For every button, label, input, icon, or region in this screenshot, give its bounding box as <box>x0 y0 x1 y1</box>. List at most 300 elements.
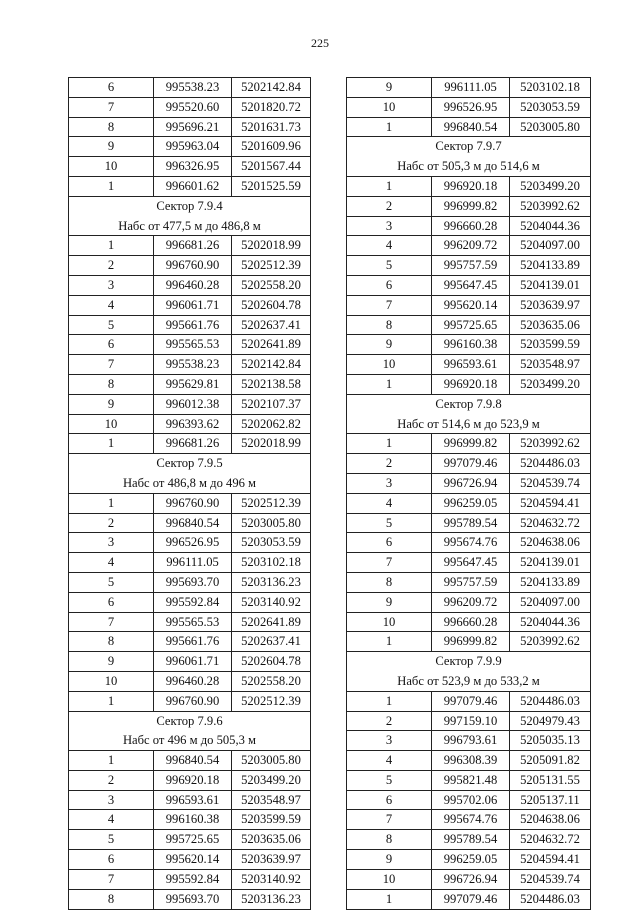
table-row <box>347 791 590 811</box>
y-coordinate: 5203005.80 <box>520 119 580 134</box>
nabs-range: Набс от 523,9 м до 533,2 м <box>347 672 590 692</box>
x-coordinate: 995538.23 <box>154 78 232 97</box>
point-number: 9 <box>69 395 154 414</box>
table-row <box>347 316 590 336</box>
table-row <box>347 78 590 98</box>
point-number: 10 <box>347 870 432 889</box>
table-row <box>347 98 590 118</box>
point-number: 7 <box>347 553 432 572</box>
table-row <box>347 296 590 316</box>
table-row <box>69 316 310 336</box>
x-coordinate: 996308.39 <box>432 751 510 770</box>
y-coordinate: 5203639.97 <box>520 297 580 312</box>
x-coordinate: 996061.71 <box>154 652 232 671</box>
table-row <box>347 771 590 791</box>
y-coordinate: 5203140.92 <box>241 871 301 886</box>
table-row <box>69 157 310 177</box>
point-number: 5 <box>347 771 432 790</box>
point-number: 10 <box>69 672 154 691</box>
table-row <box>347 870 590 890</box>
y-coordinate: 5203992.62 <box>520 436 580 451</box>
x-coordinate: 996209.72 <box>432 236 510 255</box>
y-coordinate: 5203136.23 <box>241 891 301 906</box>
y-coordinate: 5201609.96 <box>241 139 301 154</box>
coordinates-table-right <box>346 77 591 910</box>
point-number: 1 <box>347 434 432 453</box>
point-number: 8 <box>69 890 154 910</box>
point-number: 3 <box>347 217 432 236</box>
table-row <box>347 276 590 296</box>
table-row <box>69 652 310 672</box>
point-number: 8 <box>69 118 154 137</box>
y-coordinate: 5202142.84 <box>241 357 301 372</box>
table-row <box>69 395 310 415</box>
x-coordinate: 996920.18 <box>432 177 510 196</box>
x-coordinate: 995565.53 <box>154 613 232 632</box>
y-coordinate: 5202558.20 <box>241 277 301 292</box>
x-coordinate: 997079.46 <box>432 454 510 473</box>
point-number: 10 <box>347 98 432 117</box>
table-row <box>69 335 310 355</box>
table-row <box>69 593 310 613</box>
x-coordinate: 996760.90 <box>154 256 232 275</box>
x-coordinate: 996660.28 <box>432 217 510 236</box>
table-row <box>69 890 310 910</box>
x-coordinate: 996593.61 <box>154 791 232 810</box>
y-coordinate: 5203136.23 <box>241 574 301 589</box>
x-coordinate: 997079.46 <box>432 890 510 910</box>
x-coordinate: 995963.04 <box>154 137 232 156</box>
x-coordinate: 995674.76 <box>432 810 510 829</box>
y-coordinate: 5202062.82 <box>241 416 301 431</box>
y-coordinate: 5204139.01 <box>520 555 580 570</box>
x-coordinate: 996840.54 <box>154 751 232 770</box>
x-coordinate: 996999.82 <box>432 197 510 216</box>
y-coordinate: 5204638.06 <box>520 812 580 827</box>
coordinates-table-left <box>68 77 311 910</box>
table-row <box>347 613 590 633</box>
sector-title: Сектор 7.9.6 <box>156 713 223 728</box>
table-row <box>347 177 590 197</box>
x-coordinate: 996259.05 <box>432 850 510 869</box>
y-coordinate: 5204097.00 <box>520 238 580 253</box>
point-number: 3 <box>347 474 432 493</box>
x-coordinate: 997079.46 <box>432 692 510 711</box>
point-number: 4 <box>69 810 154 829</box>
point-number: 8 <box>347 830 432 849</box>
point-number: 3 <box>347 731 432 750</box>
x-coordinate: 996209.72 <box>432 593 510 612</box>
y-coordinate: 5203599.59 <box>241 812 301 827</box>
point-number: 2 <box>347 712 432 731</box>
x-coordinate: 995821.48 <box>432 771 510 790</box>
y-coordinate: 5204139.01 <box>520 277 580 292</box>
x-coordinate: 996326.95 <box>154 157 232 176</box>
table-row <box>69 296 310 316</box>
y-coordinate: 5203053.59 <box>241 535 301 550</box>
y-coordinate: 5201525.59 <box>241 178 301 193</box>
point-number: 1 <box>347 890 432 910</box>
x-coordinate: 995661.76 <box>154 316 232 335</box>
x-coordinate: 995789.54 <box>432 514 510 533</box>
x-coordinate: 995789.54 <box>432 830 510 849</box>
point-number: 8 <box>347 316 432 335</box>
y-coordinate: 5203992.62 <box>520 634 580 649</box>
x-coordinate: 995702.06 <box>432 791 510 810</box>
table-row <box>347 454 590 474</box>
x-coordinate: 995757.59 <box>432 573 510 592</box>
point-number: 7 <box>347 810 432 829</box>
point-number: 10 <box>347 613 432 632</box>
point-number: 6 <box>347 533 432 552</box>
x-coordinate: 995647.45 <box>432 553 510 572</box>
point-number: 10 <box>69 415 154 434</box>
point-number: 9 <box>69 652 154 671</box>
table-row <box>347 434 590 454</box>
point-number: 8 <box>347 573 432 592</box>
y-coordinate: 5204133.89 <box>520 574 580 589</box>
point-number: 4 <box>347 494 432 513</box>
x-coordinate: 996460.28 <box>154 672 232 691</box>
sector-title: Сектор 7.9.7 <box>435 139 502 154</box>
sector-title: Сектор 7.9.4 <box>156 198 223 213</box>
table-row <box>347 751 590 771</box>
y-coordinate: 5205131.55 <box>520 772 580 787</box>
table-row <box>347 474 590 494</box>
table-row <box>347 810 590 830</box>
x-coordinate: 996726.94 <box>432 474 510 493</box>
table-row <box>69 355 310 375</box>
x-coordinate: 996593.61 <box>432 355 510 374</box>
y-coordinate: 5202558.20 <box>241 673 301 688</box>
y-coordinate: 5204594.41 <box>520 495 580 510</box>
point-number: 3 <box>69 276 154 295</box>
table-row <box>347 692 590 712</box>
table-row <box>69 771 310 791</box>
y-coordinate: 5204979.43 <box>520 713 580 728</box>
table-row <box>69 256 310 276</box>
y-coordinate: 5204044.36 <box>520 614 580 629</box>
point-number: 5 <box>69 830 154 849</box>
point-number: 4 <box>69 296 154 315</box>
x-coordinate: 996920.18 <box>154 771 232 790</box>
point-number: 4 <box>347 751 432 770</box>
table-row <box>69 810 310 830</box>
table-row <box>347 712 590 732</box>
nabs-range: Набс от 505,3 м до 514,6 м <box>347 157 590 177</box>
table-row <box>347 514 590 534</box>
x-coordinate: 996760.90 <box>154 494 232 513</box>
x-coordinate: 996681.26 <box>154 236 232 255</box>
y-coordinate: 5203102.18 <box>520 80 580 94</box>
y-coordinate: 5202512.39 <box>241 495 301 510</box>
point-number: 9 <box>347 78 432 97</box>
y-coordinate: 5203102.18 <box>241 555 301 570</box>
table-row <box>69 276 310 296</box>
x-coordinate: 995674.76 <box>432 533 510 552</box>
x-coordinate: 995725.65 <box>432 316 510 335</box>
point-number: 4 <box>347 236 432 255</box>
table-row <box>347 375 590 395</box>
point-number: 5 <box>347 514 432 533</box>
table-row <box>69 751 310 771</box>
table-row <box>69 870 310 890</box>
x-coordinate: 995629.81 <box>154 375 232 394</box>
point-number: 10 <box>69 157 154 176</box>
table-row <box>69 830 310 850</box>
y-coordinate: 5204486.03 <box>520 891 580 906</box>
table-row <box>347 335 590 355</box>
y-coordinate: 5203635.06 <box>520 317 580 332</box>
table-row <box>69 177 310 197</box>
table-row <box>69 850 310 870</box>
table-row <box>347 355 590 375</box>
point-number: 1 <box>347 177 432 196</box>
y-coordinate: 5205091.82 <box>520 753 580 768</box>
y-coordinate: 5203992.62 <box>520 198 580 213</box>
point-number: 7 <box>69 355 154 374</box>
y-coordinate: 5201567.44 <box>241 159 301 174</box>
table-row <box>347 632 590 652</box>
point-number: 1 <box>69 494 154 513</box>
y-coordinate: 5203005.80 <box>241 753 301 768</box>
x-coordinate: 996160.38 <box>154 810 232 829</box>
point-number: 8 <box>69 632 154 651</box>
x-coordinate: 995592.84 <box>154 870 232 889</box>
x-coordinate: 995757.59 <box>432 256 510 275</box>
table-row <box>347 593 590 613</box>
table-row <box>69 236 310 256</box>
point-number: 1 <box>347 632 432 651</box>
x-coordinate: 995693.70 <box>154 890 232 910</box>
point-number: 1 <box>69 434 154 453</box>
x-coordinate: 995620.14 <box>432 296 510 315</box>
y-coordinate: 5204486.03 <box>520 693 580 708</box>
point-number: 6 <box>347 276 432 295</box>
y-coordinate: 5203053.59 <box>520 99 580 114</box>
table-row <box>69 98 310 118</box>
nabs-range: Набс от 514,6 м до 523,9 м <box>347 415 590 435</box>
point-number: 5 <box>69 316 154 335</box>
point-number: 9 <box>347 593 432 612</box>
point-number: 6 <box>347 791 432 810</box>
y-coordinate: 5201820.72 <box>241 99 301 114</box>
table-row <box>347 533 590 553</box>
y-coordinate: 5203005.80 <box>241 515 301 530</box>
x-coordinate: 996393.62 <box>154 415 232 434</box>
y-coordinate: 5204594.41 <box>520 852 580 867</box>
point-number: 8 <box>69 375 154 394</box>
x-coordinate: 995693.70 <box>154 573 232 592</box>
point-number: 1 <box>347 118 432 137</box>
y-coordinate: 5202512.39 <box>241 693 301 708</box>
x-coordinate: 996726.94 <box>432 870 510 889</box>
table-row <box>347 118 590 138</box>
x-coordinate: 996259.05 <box>432 494 510 513</box>
point-number: 3 <box>69 791 154 810</box>
table-row <box>69 494 310 514</box>
point-number: 2 <box>347 197 432 216</box>
x-coordinate: 995592.84 <box>154 593 232 612</box>
point-number: 7 <box>347 296 432 315</box>
point-number: 1 <box>69 177 154 196</box>
point-number: 7 <box>69 870 154 889</box>
table-row <box>69 375 310 395</box>
point-number: 2 <box>69 514 154 533</box>
x-coordinate: 996111.05 <box>432 78 510 97</box>
x-coordinate: 996061.71 <box>154 296 232 315</box>
y-coordinate: 5203499.20 <box>241 772 301 787</box>
table-row <box>69 553 310 573</box>
x-coordinate: 996601.62 <box>154 177 232 196</box>
table-row <box>347 197 590 217</box>
y-coordinate: 5203499.20 <box>520 376 580 391</box>
x-coordinate: 996111.05 <box>154 553 232 572</box>
y-coordinate: 5201631.73 <box>241 119 301 134</box>
y-coordinate: 5202641.89 <box>241 614 301 629</box>
y-coordinate: 5202138.58 <box>241 376 301 391</box>
x-coordinate: 996840.54 <box>432 118 510 137</box>
point-number: 7 <box>69 98 154 117</box>
x-coordinate: 995538.23 <box>154 355 232 374</box>
table-row <box>69 692 310 712</box>
x-coordinate: 995520.60 <box>154 98 232 117</box>
point-number: 6 <box>69 850 154 869</box>
table-row <box>347 890 590 910</box>
table-row <box>347 217 590 237</box>
sector-title: Сектор 7.9.5 <box>156 456 223 471</box>
table-row <box>69 415 310 435</box>
table-row <box>347 830 590 850</box>
point-number: 1 <box>347 692 432 711</box>
point-number: 4 <box>69 553 154 572</box>
y-coordinate: 5203548.97 <box>241 792 301 807</box>
x-coordinate: 997159.10 <box>432 712 510 731</box>
point-number: 6 <box>69 78 154 97</box>
y-coordinate: 5203140.92 <box>241 594 301 609</box>
y-coordinate: 5202604.78 <box>241 654 301 669</box>
table-row <box>347 494 590 514</box>
page-number: 225 <box>311 36 329 50</box>
y-coordinate: 5202512.39 <box>241 258 301 273</box>
point-number: 6 <box>69 593 154 612</box>
point-number: 2 <box>347 454 432 473</box>
table-row <box>69 791 310 811</box>
y-coordinate: 5202018.99 <box>241 436 301 451</box>
x-coordinate: 995565.53 <box>154 335 232 354</box>
x-coordinate: 996526.95 <box>154 533 232 552</box>
y-coordinate: 5203639.97 <box>241 852 301 867</box>
table-row <box>69 613 310 633</box>
point-number: 9 <box>69 137 154 156</box>
table-row <box>69 573 310 593</box>
point-number: 3 <box>69 533 154 552</box>
nabs-range: Набс от 477,5 м до 486,8 м <box>69 217 310 237</box>
x-coordinate: 995647.45 <box>432 276 510 295</box>
y-coordinate: 5205137.11 <box>520 792 580 807</box>
y-coordinate: 5202604.78 <box>241 297 301 312</box>
table-row <box>69 78 310 98</box>
point-number: 1 <box>69 236 154 255</box>
x-coordinate: 996526.95 <box>432 98 510 117</box>
sector-title: Сектор 7.9.9 <box>435 654 502 669</box>
y-coordinate: 5204638.06 <box>520 535 580 550</box>
x-coordinate: 995725.65 <box>154 830 232 849</box>
y-coordinate: 5202107.37 <box>241 396 301 411</box>
x-coordinate: 996793.61 <box>432 731 510 750</box>
table-row <box>69 533 310 553</box>
table-row <box>347 573 590 593</box>
table-row <box>69 514 310 534</box>
x-coordinate: 996160.38 <box>432 335 510 354</box>
x-coordinate: 996660.28 <box>432 613 510 632</box>
point-number: 6 <box>69 335 154 354</box>
nabs-range: Набс от 486,8 м до 496 м <box>69 474 310 494</box>
x-coordinate: 996760.90 <box>154 692 232 711</box>
x-coordinate: 996012.38 <box>154 395 232 414</box>
y-coordinate: 5203599.59 <box>520 337 580 352</box>
x-coordinate: 996920.18 <box>432 375 510 394</box>
y-coordinate: 5202637.41 <box>241 634 301 649</box>
point-number: 5 <box>69 573 154 592</box>
table-row <box>69 434 310 454</box>
y-coordinate: 5203499.20 <box>520 178 580 193</box>
point-number: 5 <box>347 256 432 275</box>
point-number: 10 <box>347 355 432 374</box>
point-number: 1 <box>69 692 154 711</box>
table-row <box>347 236 590 256</box>
x-coordinate: 995696.21 <box>154 118 232 137</box>
point-number: 7 <box>69 613 154 632</box>
point-number: 9 <box>347 335 432 354</box>
y-coordinate: 5204632.72 <box>520 832 580 847</box>
table-row <box>347 553 590 573</box>
nabs-range: Набс от 496 м до 505,3 м <box>69 731 310 751</box>
y-coordinate: 5203548.97 <box>520 357 580 372</box>
y-coordinate: 5204097.00 <box>520 594 580 609</box>
x-coordinate: 996999.82 <box>432 434 510 453</box>
point-number: 1 <box>347 375 432 394</box>
y-coordinate: 5204632.72 <box>520 515 580 530</box>
table-row <box>347 850 590 870</box>
y-coordinate: 5204539.74 <box>520 475 580 490</box>
y-coordinate: 5204539.74 <box>520 871 580 886</box>
y-coordinate: 5205035.13 <box>520 733 580 748</box>
y-coordinate: 5203635.06 <box>241 832 301 847</box>
sector-title: Сектор 7.9.8 <box>435 396 502 411</box>
x-coordinate: 996460.28 <box>154 276 232 295</box>
table-row <box>69 632 310 652</box>
y-coordinate: 5202641.89 <box>241 337 301 352</box>
x-coordinate: 995661.76 <box>154 632 232 651</box>
table-row <box>347 731 590 751</box>
table-row <box>69 118 310 138</box>
y-coordinate: 5202142.84 <box>241 80 301 94</box>
y-coordinate: 5202018.99 <box>241 238 301 253</box>
table-row <box>347 256 590 276</box>
x-coordinate: 996681.26 <box>154 434 232 453</box>
table-row <box>69 137 310 157</box>
x-coordinate: 995620.14 <box>154 850 232 869</box>
y-coordinate: 5204486.03 <box>520 456 580 471</box>
point-number: 2 <box>69 256 154 275</box>
point-number: 2 <box>69 771 154 790</box>
x-coordinate: 996840.54 <box>154 514 232 533</box>
y-coordinate: 5204044.36 <box>520 218 580 233</box>
y-coordinate: 5202637.41 <box>241 317 301 332</box>
y-coordinate: 5204133.89 <box>520 258 580 273</box>
point-number: 9 <box>347 850 432 869</box>
